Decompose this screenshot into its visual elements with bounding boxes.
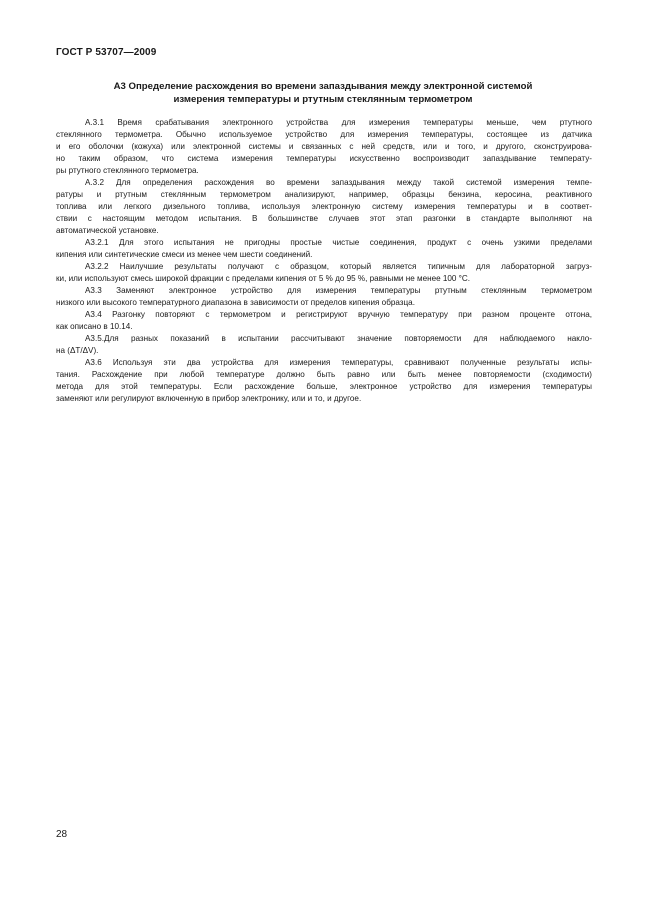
paragraph-line: А.3.2 Для определения расхождения во времени запаздывания между такой системой измерения темпе-	[85, 178, 592, 187]
paragraph	[56, 117, 592, 177]
paragraph	[56, 177, 592, 237]
paragraph	[56, 333, 592, 357]
paragraph-line: ры ртутного стеклянного термометра.	[56, 166, 199, 175]
paragraph-line: и его оболочки (кожуха) или электронной системы и связанных с ней средств, или и того, и другого, сконструирова-	[56, 142, 592, 151]
paragraph	[56, 261, 592, 285]
section-title	[70, 80, 576, 106]
paragraph-line: А3.2.1 Для этого испытания не пригодны простые чистые соединения, продукт с очень узкими пределами	[85, 238, 592, 247]
paragraph-line: А3.2.2 Наилучшие результаты получают с образцом, который является типичным для лабораторной загруз-	[85, 262, 592, 271]
paragraph-line: А.3.1 Время срабатывания электронного устройства для измерения температуры меньше, чем ртутного	[85, 118, 592, 127]
paragraph-line: стеклянного термометра. Обычно используемое устройство для измерения температуры, состоящее из датчика	[56, 130, 592, 139]
paragraph-line: А3.3 Заменяют электронное устройство для измерения температуры ртутным стеклянным термометром	[85, 286, 592, 295]
page-number: 28	[56, 829, 68, 840]
section-title-line-1: А3 Определение расхождения во времени запаздывания между электронной системой	[113, 81, 533, 92]
paragraph-line: топлива или легкого дизельного топлива, используя электронную систему измерения температуры и в соответ-	[56, 202, 592, 211]
paragraph	[56, 357, 592, 405]
paragraph-line: кипения или синтетические смеси из менее чем шести соединений.	[56, 250, 313, 259]
paragraph-line: А3.5.Для разных показаний в испытании рассчитывают значение повторяемости для наблюдаемого накло-	[85, 334, 592, 343]
paragraph-line: А3.4 Разгонку повторяют с термометром и регистрируют вручную температуру при разном проценте отгона,	[85, 310, 592, 319]
paragraph-line: метода для этой температуры. Если расхождение больше, электронное устройство для измерения температуры	[56, 382, 592, 391]
paragraph-line: автоматической установке.	[56, 226, 159, 235]
paragraph-line: на (ΔT/ΔV).	[56, 346, 99, 355]
paragraph	[56, 237, 592, 261]
paragraph-line: но таким образом, что система измерения температуры искусственно воспроизводит запаздывание температу-	[56, 154, 592, 163]
paragraph-line: заменяют или регулируют включенную в прибор электронику, или и то, и другое.	[56, 394, 362, 403]
paragraph-line: ратуры и ртутным стеклянным термометром анализируют, например, образцы бензина, керосина, реактивного	[56, 190, 592, 199]
paragraph	[56, 309, 592, 333]
paragraph-line: ки, или используют смесь широкой фракции с пределами кипения от 5 % до 95 %, равными не менее 100 °С.	[56, 274, 471, 283]
document-body	[56, 117, 592, 405]
paragraph-line: низкого или высокого температурного диапазона в зависимости от пределов кипения образца.	[56, 298, 415, 307]
paragraph-line: А3.6 Используя эти два устройства для измерения температуры, сравнивают полученные результаты испы-	[85, 358, 592, 367]
paragraph	[56, 285, 592, 309]
paragraph-line: как описано в 10.14.	[56, 322, 133, 331]
paragraph-line: ствии с настоящим методом испытания. В большинстве случаев этот этап разгонки в стандарте выполняют на	[56, 214, 592, 223]
standard-header: ГОСТ Р 53707—2009	[56, 47, 157, 58]
section-title-line-2: измерения температуры и ртутным стеклянным термометром	[173, 94, 473, 105]
paragraph-line: тания. Расхождение при любой температуре должно быть равно или быть менее повторяемости (сходимости)	[56, 370, 592, 379]
